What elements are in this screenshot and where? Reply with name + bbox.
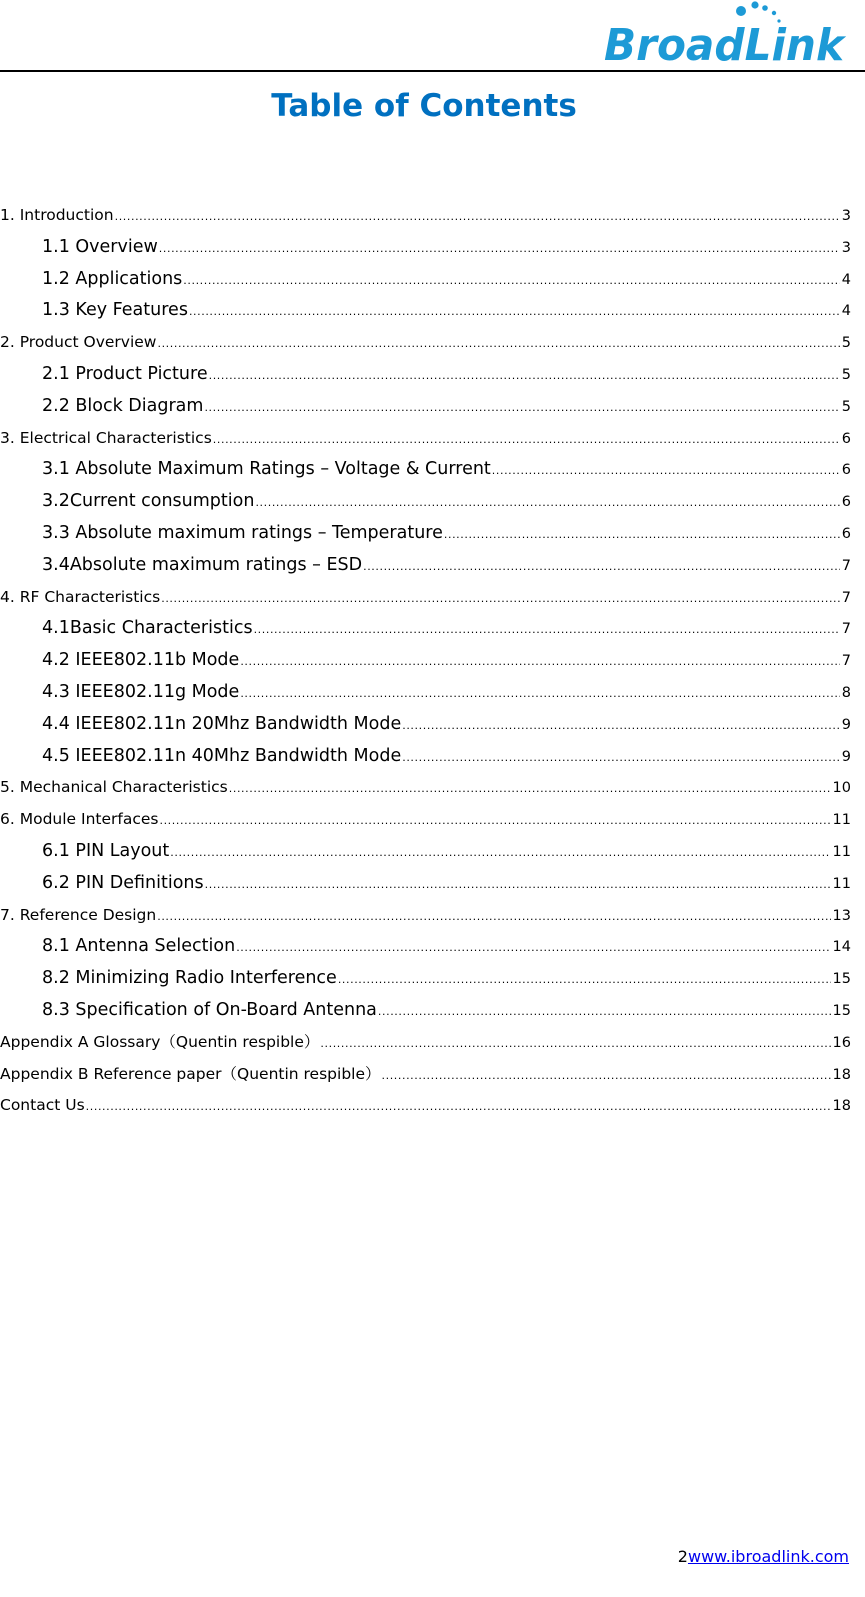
toc-entry[interactable] [0, 741, 851, 773]
toc-entry-title: 4.1Basic Characteristics [42, 618, 253, 639]
toc-dot-leader [240, 646, 839, 678]
toc-dot-leader [161, 583, 840, 615]
toc-entry[interactable] [0, 359, 851, 391]
toc-entry-title: 5. Mechanical Characteristics [0, 778, 228, 797]
toc-entry[interactable] [0, 772, 851, 804]
toc-entry[interactable] [0, 264, 851, 296]
toc-entry[interactable] [0, 900, 851, 932]
toc-entry[interactable] [0, 232, 851, 264]
toc-dot-leader [254, 614, 840, 646]
page-title: Table of Contents [271, 88, 577, 124]
toc-entry-title: 3.2Current consumption [42, 491, 255, 512]
toc-entry-title: 1.2 Applications [42, 268, 183, 289]
toc-dot-leader [189, 296, 840, 328]
toc-entry-page: 15 [832, 971, 851, 988]
toc-entry[interactable] [0, 200, 851, 232]
toc-entry-title: 3.3 Absolute maximum ratings – Temperature [42, 522, 443, 543]
logo-dot [762, 5, 768, 11]
toc-entry-page: 11 [832, 843, 851, 860]
toc-entry-title: 8.2 Minimizing Radio Interference [42, 968, 337, 989]
toc-entry-page: 9 [841, 748, 851, 765]
toc-entry[interactable] [0, 1090, 851, 1122]
toc-entry-title: 8.1 Antenna Selection [42, 936, 236, 957]
toc-entry-title: 4.3 IEEE802.11g Mode [42, 681, 240, 702]
toc-entry-title: 7. Reference Design [0, 905, 157, 924]
toc-entry-page: 3 [841, 239, 851, 256]
toc-entry[interactable] [0, 454, 851, 486]
toc-entry[interactable] [0, 995, 851, 1027]
toc-entry-page: 6 [841, 525, 851, 542]
toc-dot-leader [86, 1091, 831, 1123]
toc-dot-leader [444, 519, 840, 551]
toc-entry-page: 8 [841, 684, 851, 701]
toc-entry[interactable] [0, 836, 851, 868]
toc-entry-page: 6 [841, 430, 851, 447]
toc-entry-page: 7 [841, 589, 851, 606]
toc-entry-page: 5 [841, 398, 851, 415]
toc-entry-title: 6.2 PIN Definitions [42, 872, 204, 893]
toc-dot-leader [183, 265, 839, 297]
toc-entry-title: 4.5 IEEE802.11n 40Mhz Bandwidth Mode [42, 745, 402, 766]
toc-dot-leader [170, 837, 830, 869]
toc-entry[interactable] [0, 327, 851, 359]
toc-entry-title: 1. Introduction [0, 206, 114, 224]
toc-entry-title: 3. Electrical Characteristics [0, 428, 212, 447]
toc-dot-leader [402, 742, 840, 774]
toc-dot-leader [320, 1028, 830, 1060]
toc-dot-leader [205, 869, 831, 901]
toc-entry-page: 14 [832, 939, 851, 956]
toc-entry[interactable] [0, 613, 851, 645]
toc-entry[interactable] [0, 868, 851, 900]
toc-dot-leader [255, 487, 839, 519]
page-number: 2 [677, 1547, 688, 1566]
toc-entry-page: 9 [841, 716, 851, 733]
toc-entry-page: 7 [841, 621, 851, 638]
toc-dot-leader [159, 233, 840, 265]
toc-entry-title: 4.2 IEEE802.11b Mode [42, 650, 240, 671]
toc-entry-page: 7 [841, 653, 851, 670]
toc-entry-page: 5 [841, 366, 851, 383]
toc-entry-page: 7 [841, 557, 851, 574]
toc-entry-title: Appendix B Reference paper（Quentin respible） [0, 1064, 381, 1083]
toc-entry-page: 3 [841, 208, 851, 224]
toc-entry[interactable] [0, 423, 851, 455]
toc-entry[interactable] [0, 550, 851, 582]
broadlink-logo [602, 0, 852, 66]
toc-entry-title: 8.3 Specification of On-Board Antenna [42, 999, 377, 1020]
toc-entry-title: Contact Us [0, 1096, 85, 1115]
toc-entry-title: 4.4 IEEE802.11n 20Mhz Bandwidth Mode [42, 713, 402, 734]
toc-entry-page: 13 [832, 907, 851, 924]
toc-entry-page: 11 [832, 875, 851, 892]
toc-entry-page: 4 [841, 271, 851, 288]
toc-dot-leader [492, 455, 840, 487]
toc-entry-title: 3.1 Absolute Maximum Ratings – Voltage & Current [42, 459, 491, 480]
toc-entry-title: 1.1 Overview [42, 236, 158, 257]
logo-dot [772, 11, 776, 15]
toc-dot-leader [157, 328, 839, 360]
toc-entry-title: 4. RF Characteristics [0, 587, 161, 606]
toc-entry-page: 15 [832, 1002, 851, 1019]
toc-entry[interactable] [0, 931, 851, 963]
toc-entry[interactable] [0, 1059, 851, 1091]
toc-dot-leader [229, 773, 831, 805]
toc-entry-title: 3.4Absolute maximum ratings – ESD [42, 554, 363, 575]
toc-entry-title: 6. Module Interfaces [0, 810, 159, 829]
toc-entry-title: Appendix A Glossary（Quentin respible） [0, 1032, 320, 1051]
toc-dot-leader [378, 996, 831, 1028]
toc-dot-leader [236, 932, 830, 964]
toc-entry-title: 2. Product Overview [0, 333, 157, 352]
toc-entry[interactable] [0, 582, 851, 614]
toc-dot-leader [159, 805, 830, 837]
header-rule [0, 70, 865, 72]
toc-entry-page: 16 [832, 1034, 851, 1051]
toc-dot-leader [240, 678, 839, 710]
toc-entry[interactable] [0, 1027, 851, 1059]
toc-entry[interactable] [0, 677, 851, 709]
toc-entry-page: 11 [832, 812, 851, 829]
toc-entry[interactable] [0, 295, 851, 327]
logo-dot [736, 6, 746, 16]
toc-dot-leader [204, 392, 839, 424]
toc-entry[interactable] [0, 486, 851, 518]
toc-entry-title: 2.2 Block Diagram [42, 395, 204, 416]
toc-entry[interactable] [0, 645, 851, 677]
toc-dot-leader [115, 201, 840, 233]
toc-dot-leader [213, 424, 840, 456]
toc-entry-page: 4 [841, 303, 851, 320]
toc-entry-page: 6 [841, 462, 851, 479]
toc-entry-page: 5 [841, 335, 851, 352]
website-link[interactable]: www.ibroadlink.com [687, 1547, 849, 1566]
toc-entry[interactable] [0, 963, 851, 995]
toc-dot-leader [209, 360, 840, 392]
toc-entry[interactable] [0, 804, 851, 836]
toc-entry[interactable] [0, 518, 851, 550]
toc-entry-page: 10 [832, 780, 851, 797]
logo-dot [751, 1, 758, 8]
logo-text: BroadLink [604, 20, 847, 66]
toc-entry-title: 6.1 PIN Layout [42, 840, 170, 861]
toc-dot-leader [338, 964, 831, 996]
toc-dot-leader [382, 1060, 831, 1092]
table-of-contents [0, 200, 851, 1122]
toc-dot-leader [402, 710, 840, 742]
toc-entry-title: 2.1 Product Picture [42, 363, 208, 384]
toc-entry[interactable] [0, 391, 851, 423]
toc-entry-page: 6 [841, 494, 851, 511]
toc-entry-title: 1.3 Key Features [42, 300, 188, 321]
toc-entry[interactable] [0, 709, 851, 741]
page-footer [678, 1545, 849, 1569]
toc-entry-page: 18 [832, 1098, 851, 1115]
toc-entry-page: 18 [832, 1066, 851, 1083]
toc-dot-leader [157, 901, 830, 933]
toc-dot-leader [363, 551, 840, 583]
